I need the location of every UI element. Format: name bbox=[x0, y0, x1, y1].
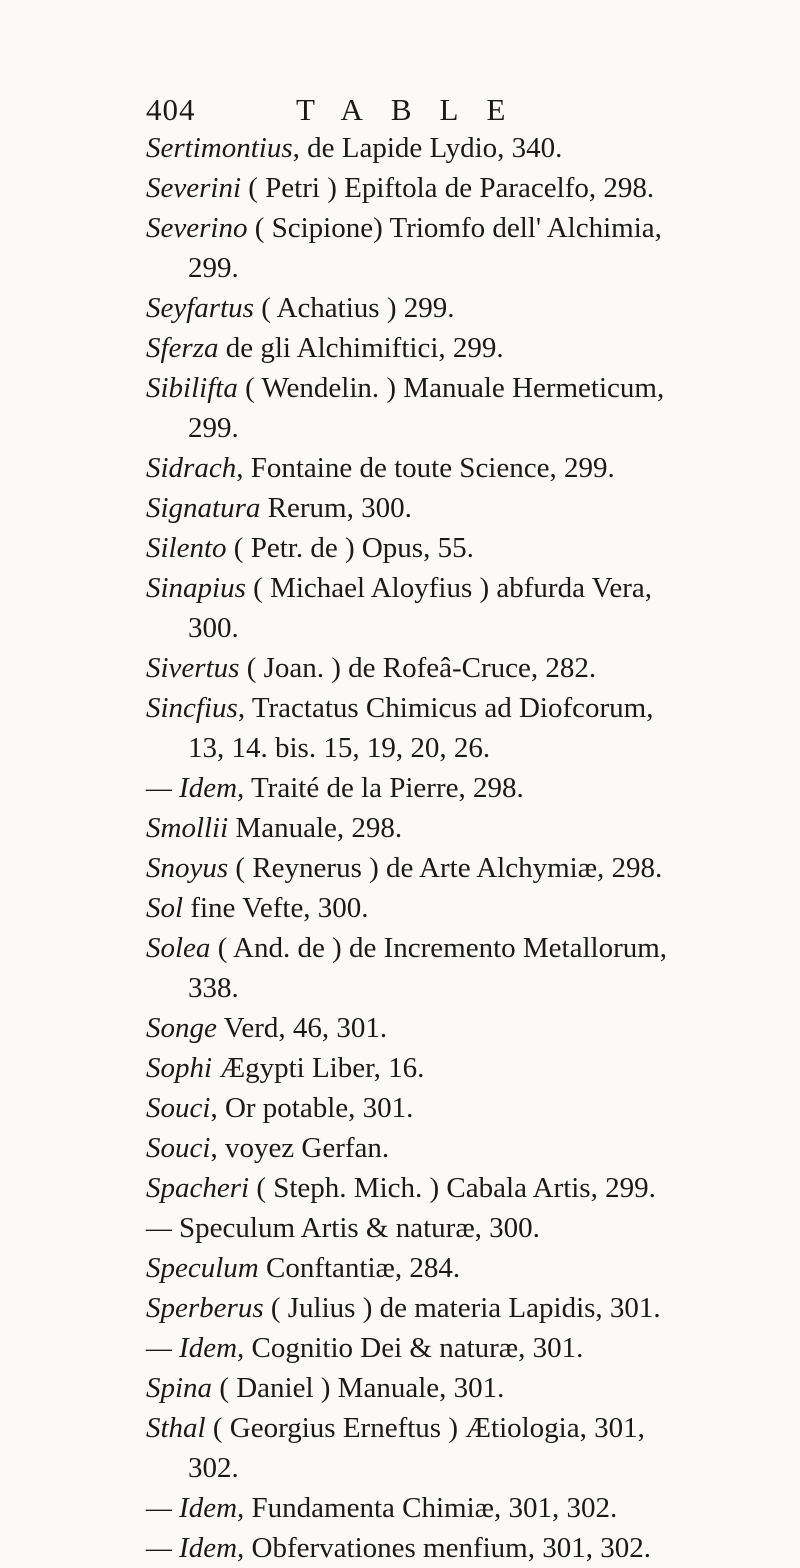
entry-text: , Fundamenta Chimiæ, 301, 302. bbox=[237, 1492, 618, 1524]
entry-keyword: Souci bbox=[146, 1092, 211, 1124]
entry-text: , Tractatus Chimicus ad Diofcorum, bbox=[237, 692, 654, 724]
entry-keyword: Smollii bbox=[146, 812, 229, 844]
entry-keyword: — Idem bbox=[146, 1492, 238, 1524]
entry-text: , Or potable, 301. bbox=[210, 1092, 414, 1124]
index-entry bbox=[146, 888, 796, 928]
entry-text: ( Reynerus ) de Arte Alchymiæ, 298. bbox=[228, 852, 663, 884]
entry-continuation: 299. bbox=[188, 252, 239, 284]
entry-text: ( Julius ) de materia Lapidis, 301. bbox=[263, 1292, 661, 1324]
entry-text: , de Lapide Lydio, 340. bbox=[292, 132, 563, 164]
index-entry bbox=[146, 128, 796, 168]
entry-text: Manuale, 298. bbox=[228, 812, 403, 844]
index-entry bbox=[146, 1168, 796, 1208]
entry-keyword: Spina bbox=[146, 1372, 213, 1404]
entry-keyword: — Idem bbox=[146, 1332, 238, 1364]
index-entry bbox=[146, 688, 796, 768]
index-entry bbox=[146, 808, 796, 848]
index-entry bbox=[146, 568, 796, 648]
entry-keyword: Signatura bbox=[146, 492, 261, 524]
entry-keyword: Sincfius bbox=[146, 692, 238, 724]
index-entry bbox=[146, 1408, 796, 1488]
index-entry bbox=[146, 488, 796, 528]
index-entry bbox=[146, 1328, 796, 1368]
page-header bbox=[146, 92, 766, 128]
index-entry bbox=[146, 848, 796, 888]
entry-text: , Fontaine de toute Science, 299. bbox=[236, 452, 615, 484]
entry-keyword: Sol bbox=[146, 892, 184, 924]
index-entry bbox=[146, 1288, 796, 1328]
entry-keyword: Severini bbox=[146, 172, 242, 204]
index-entries bbox=[146, 128, 796, 1568]
index-entry bbox=[146, 288, 796, 328]
entry-text: ( Petr. de ) Opus, 55. bbox=[226, 532, 474, 564]
index-entry bbox=[146, 528, 796, 568]
entry-text: Rerum, 300. bbox=[260, 492, 412, 524]
entry-keyword: Souci bbox=[146, 1132, 211, 1164]
index-entry bbox=[146, 1088, 796, 1128]
index-entry bbox=[146, 1048, 796, 1088]
index-entry bbox=[146, 368, 796, 448]
entry-keyword: Sertimontius bbox=[146, 132, 293, 164]
entry-keyword: Speculum bbox=[146, 1252, 259, 1284]
entry-text: ( Wendelin. ) Manuale Hermeticum, bbox=[237, 372, 665, 404]
entry-keyword: Solea bbox=[146, 932, 211, 964]
entry-continuation: 13, 14. bis. 15, 19, 20, 26. bbox=[188, 732, 491, 764]
entry-text: , Obfervationes menfium, 301, 302. bbox=[237, 1532, 651, 1564]
entry-keyword: Sthal bbox=[146, 1412, 206, 1444]
entry-text: ( Scipione) Triomfo dell' Alchimia, bbox=[247, 212, 662, 244]
index-entry bbox=[146, 648, 796, 688]
entry-keyword: — Idem bbox=[146, 1532, 238, 1564]
entry-keyword: — bbox=[146, 1212, 172, 1244]
entry-keyword: — Idem bbox=[146, 772, 238, 804]
entry-text: ( Achatius ) 299. bbox=[253, 292, 455, 324]
entry-text: ( Petri ) Epiftola de Paracelfo, 298. bbox=[241, 172, 655, 204]
index-entry bbox=[146, 1008, 796, 1048]
index-entry bbox=[146, 1368, 796, 1408]
index-entry bbox=[146, 168, 796, 208]
entry-continuation: 302. bbox=[188, 1452, 239, 1484]
entry-keyword: Seyfartus bbox=[146, 292, 254, 324]
index-entry bbox=[146, 208, 796, 288]
entry-text: Verd, 46, 301. bbox=[216, 1012, 388, 1044]
index-entry bbox=[146, 768, 796, 808]
entry-keyword: Songe bbox=[146, 1012, 217, 1044]
entry-keyword: Silento bbox=[146, 532, 227, 564]
entry-continuation: 300. bbox=[188, 612, 239, 644]
index-entry bbox=[146, 1128, 796, 1168]
entry-keyword: Sophi bbox=[146, 1052, 213, 1084]
entry-text: Speculum Artis & naturæ, 300. bbox=[171, 1212, 540, 1244]
entry-keyword: Sinapius bbox=[146, 572, 246, 604]
entry-text: , Cognitio Dei & naturæ, 301. bbox=[237, 1332, 584, 1364]
entry-continuation: 299. bbox=[188, 412, 239, 444]
index-entry bbox=[146, 928, 796, 1008]
entry-keyword: Snoyus bbox=[146, 852, 229, 884]
entry-text: ( And. de ) de Incremento Metallorum, bbox=[210, 932, 668, 964]
entry-text: ( Joan. ) de Rofeâ-Cruce, 282. bbox=[239, 652, 597, 684]
entry-text: , voyez Gerfan. bbox=[210, 1132, 390, 1164]
entry-text: fine Vefte, 300. bbox=[183, 892, 369, 924]
entry-continuation: 338. bbox=[188, 972, 239, 1004]
index-entry bbox=[146, 1528, 796, 1568]
entry-text: ( Georgius Erneftus ) Ætiologia, 301, bbox=[205, 1412, 645, 1444]
entry-text: Conftantiæ, 284. bbox=[258, 1252, 461, 1284]
entry-text: ( Steph. Mich. ) Cabala Artis, 299. bbox=[249, 1172, 656, 1204]
entry-keyword: Sibilifta bbox=[146, 372, 238, 404]
entry-keyword: Severino bbox=[146, 212, 248, 244]
entry-text: ( Daniel ) Manuale, 301. bbox=[212, 1372, 505, 1404]
index-entry bbox=[146, 1488, 796, 1528]
page-number: 404 bbox=[146, 92, 196, 127]
entry-text: , Traité de la Pierre, 298. bbox=[237, 772, 524, 804]
entry-keyword: Sivertus bbox=[146, 652, 240, 684]
entry-keyword: Sferza bbox=[146, 332, 219, 364]
entry-keyword: Sidrach bbox=[146, 452, 237, 484]
entry-keyword: Spacheri bbox=[146, 1172, 250, 1204]
entry-keyword: Sperberus bbox=[146, 1292, 264, 1324]
entry-text: ( Michael Aloyfius ) abfurda Vera, bbox=[245, 572, 653, 604]
entry-text: Ægypti Liber, 16. bbox=[212, 1052, 425, 1084]
index-entry bbox=[146, 328, 796, 368]
running-title: TABLE bbox=[296, 92, 534, 127]
index-entry bbox=[146, 1248, 796, 1288]
entry-text: de gli Alchimiftici, 299. bbox=[218, 332, 504, 364]
index-entry bbox=[146, 448, 796, 488]
index-entry bbox=[146, 1208, 796, 1248]
